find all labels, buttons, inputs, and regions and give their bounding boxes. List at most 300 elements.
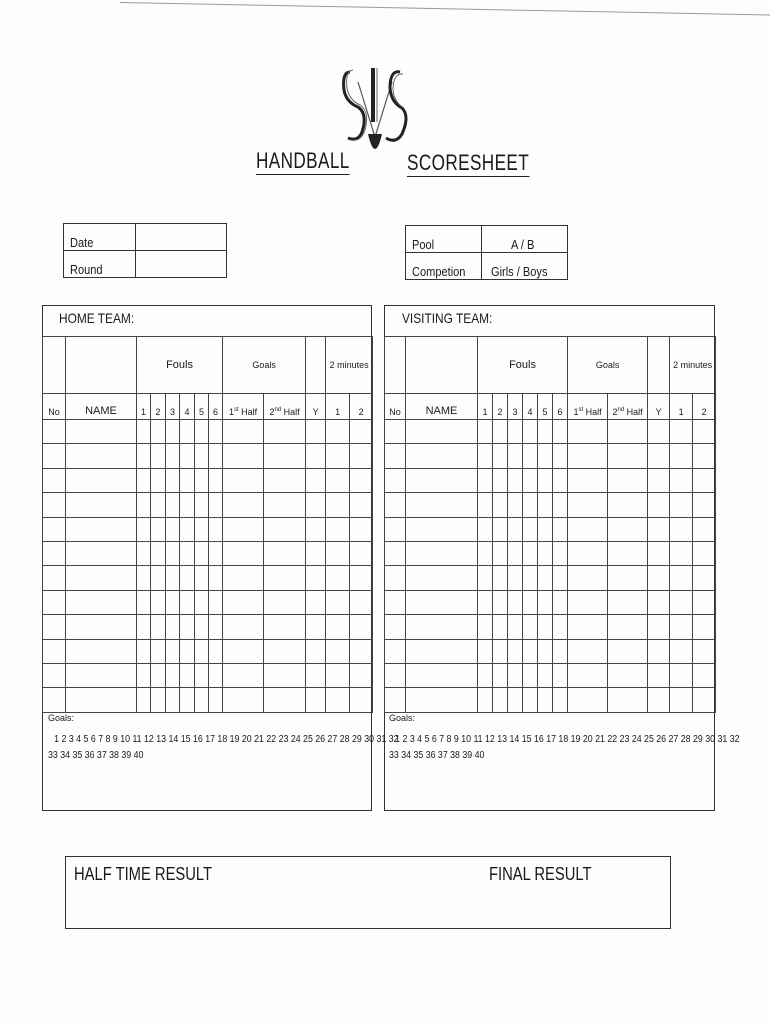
entry-cell[interactable] bbox=[180, 420, 195, 444]
entry-cell[interactable] bbox=[195, 444, 209, 468]
visiting-goal-numbers-line1[interactable]: 1 2 3 4 5 6 7 8 9 10 11 12 13 14 15 16 17 18 19 20 21 22 23 24 25 26 27 28 29 30 31 32 bbox=[395, 734, 740, 745]
entry-cell[interactable] bbox=[195, 615, 209, 639]
entry-cell[interactable] bbox=[306, 517, 326, 541]
entry-cell[interactable] bbox=[195, 663, 209, 687]
entry-cell[interactable] bbox=[385, 493, 406, 517]
entry-cell[interactable] bbox=[385, 517, 406, 541]
entry-cell[interactable] bbox=[538, 590, 553, 614]
entry-cell[interactable] bbox=[553, 663, 568, 687]
entry-cell[interactable] bbox=[493, 688, 508, 712]
entry-cell[interactable] bbox=[670, 493, 693, 517]
entry-cell[interactable] bbox=[670, 590, 693, 614]
entry-cell[interactable] bbox=[66, 688, 137, 712]
entry-cell[interactable] bbox=[568, 639, 608, 663]
entry-cell[interactable] bbox=[385, 688, 406, 712]
entry-cell[interactable] bbox=[553, 590, 568, 614]
entry-cell[interactable] bbox=[568, 468, 608, 492]
entry-cell[interactable] bbox=[670, 468, 693, 492]
entry-cell[interactable] bbox=[693, 493, 716, 517]
entry-cell[interactable] bbox=[223, 420, 264, 444]
entry-cell[interactable] bbox=[568, 517, 608, 541]
entry-cell[interactable] bbox=[209, 688, 223, 712]
entry-cell[interactable] bbox=[508, 688, 523, 712]
entry-cell[interactable] bbox=[508, 493, 523, 517]
entry-cell[interactable] bbox=[195, 517, 209, 541]
entry-cell[interactable] bbox=[209, 468, 223, 492]
entry-cell[interactable] bbox=[608, 590, 648, 614]
entry-cell[interactable] bbox=[670, 517, 693, 541]
date-value-field[interactable] bbox=[136, 224, 227, 251]
entry-cell[interactable] bbox=[406, 663, 478, 687]
entry-cell[interactable] bbox=[66, 420, 137, 444]
entry-cell[interactable] bbox=[670, 639, 693, 663]
entry-cell[interactable] bbox=[648, 615, 670, 639]
entry-cell[interactable] bbox=[66, 493, 137, 517]
entry-cell[interactable] bbox=[223, 566, 264, 590]
entry-cell[interactable] bbox=[508, 468, 523, 492]
entry-cell[interactable] bbox=[180, 444, 195, 468]
entry-cell[interactable] bbox=[493, 566, 508, 590]
entry-cell[interactable] bbox=[648, 663, 670, 687]
entry-cell[interactable] bbox=[493, 615, 508, 639]
entry-cell[interactable] bbox=[478, 541, 493, 565]
entry-cell[interactable] bbox=[385, 420, 406, 444]
entry-cell[interactable] bbox=[538, 493, 553, 517]
entry-cell[interactable] bbox=[166, 615, 180, 639]
entry-cell[interactable] bbox=[326, 663, 350, 687]
entry-cell[interactable] bbox=[553, 420, 568, 444]
entry-cell[interactable] bbox=[180, 493, 195, 517]
entry-cell[interactable] bbox=[350, 444, 373, 468]
entry-cell[interactable] bbox=[306, 541, 326, 565]
entry-cell[interactable] bbox=[326, 468, 350, 492]
entry-cell[interactable] bbox=[693, 566, 716, 590]
entry-cell[interactable] bbox=[43, 468, 66, 492]
entry-cell[interactable] bbox=[195, 590, 209, 614]
entry-cell[interactable] bbox=[264, 444, 306, 468]
entry-cell[interactable] bbox=[264, 566, 306, 590]
entry-cell[interactable] bbox=[326, 688, 350, 712]
entry-cell[interactable] bbox=[693, 517, 716, 541]
entry-cell[interactable] bbox=[693, 420, 716, 444]
entry-cell[interactable] bbox=[166, 444, 180, 468]
entry-cell[interactable] bbox=[151, 566, 166, 590]
entry-cell[interactable] bbox=[493, 517, 508, 541]
entry-cell[interactable] bbox=[508, 541, 523, 565]
entry-cell[interactable] bbox=[180, 590, 195, 614]
entry-cell[interactable] bbox=[137, 566, 151, 590]
entry-cell[interactable] bbox=[608, 468, 648, 492]
entry-cell[interactable] bbox=[180, 688, 195, 712]
entry-cell[interactable] bbox=[66, 590, 137, 614]
entry-cell[interactable] bbox=[648, 444, 670, 468]
entry-cell[interactable] bbox=[385, 615, 406, 639]
entry-cell[interactable] bbox=[151, 420, 166, 444]
entry-cell[interactable] bbox=[538, 541, 553, 565]
entry-cell[interactable] bbox=[693, 663, 716, 687]
entry-cell[interactable] bbox=[670, 663, 693, 687]
entry-cell[interactable] bbox=[264, 541, 306, 565]
entry-cell[interactable] bbox=[568, 663, 608, 687]
entry-cell[interactable] bbox=[180, 663, 195, 687]
entry-cell[interactable] bbox=[151, 663, 166, 687]
entry-cell[interactable] bbox=[66, 541, 137, 565]
entry-cell[interactable] bbox=[670, 566, 693, 590]
entry-cell[interactable] bbox=[493, 493, 508, 517]
entry-cell[interactable] bbox=[478, 420, 493, 444]
entry-cell[interactable] bbox=[478, 615, 493, 639]
entry-cell[interactable] bbox=[326, 493, 350, 517]
entry-cell[interactable] bbox=[406, 566, 478, 590]
entry-cell[interactable] bbox=[66, 663, 137, 687]
entry-cell[interactable] bbox=[151, 493, 166, 517]
entry-cell[interactable] bbox=[350, 688, 373, 712]
entry-cell[interactable] bbox=[350, 493, 373, 517]
entry-cell[interactable] bbox=[264, 663, 306, 687]
entry-cell[interactable] bbox=[553, 444, 568, 468]
entry-cell[interactable] bbox=[209, 566, 223, 590]
entry-cell[interactable] bbox=[508, 639, 523, 663]
entry-cell[interactable] bbox=[264, 639, 306, 663]
entry-cell[interactable] bbox=[306, 590, 326, 614]
entry-cell[interactable] bbox=[43, 663, 66, 687]
entry-cell[interactable] bbox=[180, 541, 195, 565]
entry-cell[interactable] bbox=[385, 663, 406, 687]
entry-cell[interactable] bbox=[306, 444, 326, 468]
entry-cell[interactable] bbox=[406, 420, 478, 444]
entry-cell[interactable] bbox=[180, 517, 195, 541]
entry-cell[interactable] bbox=[508, 663, 523, 687]
entry-cell[interactable] bbox=[209, 444, 223, 468]
home-goal-numbers-line2[interactable]: 33 34 35 36 37 38 39 40 bbox=[48, 750, 144, 761]
entry-cell[interactable] bbox=[608, 566, 648, 590]
entry-cell[interactable] bbox=[350, 468, 373, 492]
entry-cell[interactable] bbox=[553, 493, 568, 517]
entry-cell[interactable] bbox=[670, 615, 693, 639]
entry-cell[interactable] bbox=[151, 615, 166, 639]
entry-cell[interactable] bbox=[43, 420, 66, 444]
entry-cell[interactable] bbox=[350, 541, 373, 565]
entry-cell[interactable] bbox=[553, 566, 568, 590]
entry-cell[interactable] bbox=[66, 566, 137, 590]
entry-cell[interactable] bbox=[137, 444, 151, 468]
entry-cell[interactable] bbox=[137, 663, 151, 687]
entry-cell[interactable] bbox=[523, 468, 538, 492]
entry-cell[interactable] bbox=[478, 639, 493, 663]
entry-cell[interactable] bbox=[648, 566, 670, 590]
entry-cell[interactable] bbox=[508, 590, 523, 614]
entry-cell[interactable] bbox=[151, 444, 166, 468]
entry-cell[interactable] bbox=[66, 615, 137, 639]
entry-cell[interactable] bbox=[406, 615, 478, 639]
entry-cell[interactable] bbox=[166, 688, 180, 712]
entry-cell[interactable] bbox=[523, 517, 538, 541]
entry-cell[interactable] bbox=[478, 493, 493, 517]
entry-cell[interactable] bbox=[538, 615, 553, 639]
entry-cell[interactable] bbox=[508, 517, 523, 541]
entry-cell[interactable] bbox=[151, 639, 166, 663]
entry-cell[interactable] bbox=[508, 444, 523, 468]
entry-cell[interactable] bbox=[648, 639, 670, 663]
entry-cell[interactable] bbox=[264, 615, 306, 639]
entry-cell[interactable] bbox=[223, 615, 264, 639]
entry-cell[interactable] bbox=[43, 541, 66, 565]
entry-cell[interactable] bbox=[166, 566, 180, 590]
entry-cell[interactable] bbox=[350, 590, 373, 614]
entry-cell[interactable] bbox=[523, 541, 538, 565]
entry-cell[interactable] bbox=[166, 663, 180, 687]
entry-cell[interactable] bbox=[385, 566, 406, 590]
entry-cell[interactable] bbox=[195, 639, 209, 663]
entry-cell[interactable] bbox=[326, 639, 350, 663]
entry-cell[interactable] bbox=[478, 517, 493, 541]
entry-cell[interactable] bbox=[406, 639, 478, 663]
entry-cell[interactable] bbox=[478, 444, 493, 468]
entry-cell[interactable] bbox=[223, 444, 264, 468]
entry-cell[interactable] bbox=[385, 590, 406, 614]
entry-cell[interactable] bbox=[406, 468, 478, 492]
entry-cell[interactable] bbox=[523, 566, 538, 590]
entry-cell[interactable] bbox=[538, 420, 553, 444]
entry-cell[interactable] bbox=[478, 663, 493, 687]
entry-cell[interactable] bbox=[223, 688, 264, 712]
entry-cell[interactable] bbox=[568, 688, 608, 712]
entry-cell[interactable] bbox=[478, 590, 493, 614]
entry-cell[interactable] bbox=[137, 590, 151, 614]
entry-cell[interactable] bbox=[43, 639, 66, 663]
entry-cell[interactable] bbox=[180, 468, 195, 492]
entry-cell[interactable] bbox=[195, 468, 209, 492]
entry-cell[interactable] bbox=[670, 444, 693, 468]
entry-cell[interactable] bbox=[693, 639, 716, 663]
entry-cell[interactable] bbox=[43, 444, 66, 468]
entry-cell[interactable] bbox=[66, 444, 137, 468]
entry-cell[interactable] bbox=[137, 493, 151, 517]
entry-cell[interactable] bbox=[670, 420, 693, 444]
entry-cell[interactable] bbox=[43, 566, 66, 590]
entry-cell[interactable] bbox=[151, 590, 166, 614]
entry-cell[interactable] bbox=[326, 615, 350, 639]
entry-cell[interactable] bbox=[693, 615, 716, 639]
pool-value-field[interactable]: A / B bbox=[481, 226, 567, 253]
entry-cell[interactable] bbox=[568, 541, 608, 565]
entry-cell[interactable] bbox=[306, 493, 326, 517]
entry-cell[interactable] bbox=[223, 590, 264, 614]
entry-cell[interactable] bbox=[608, 615, 648, 639]
entry-cell[interactable] bbox=[209, 493, 223, 517]
entry-cell[interactable] bbox=[608, 444, 648, 468]
entry-cell[interactable] bbox=[43, 688, 66, 712]
entry-cell[interactable] bbox=[693, 541, 716, 565]
entry-cell[interactable] bbox=[195, 688, 209, 712]
entry-cell[interactable] bbox=[151, 468, 166, 492]
entry-cell[interactable] bbox=[608, 663, 648, 687]
entry-cell[interactable] bbox=[523, 590, 538, 614]
entry-cell[interactable] bbox=[693, 444, 716, 468]
entry-cell[interactable] bbox=[493, 420, 508, 444]
entry-cell[interactable] bbox=[648, 468, 670, 492]
entry-cell[interactable] bbox=[209, 639, 223, 663]
entry-cell[interactable] bbox=[493, 541, 508, 565]
entry-cell[interactable] bbox=[670, 541, 693, 565]
entry-cell[interactable] bbox=[209, 590, 223, 614]
entry-cell[interactable] bbox=[223, 468, 264, 492]
entry-cell[interactable] bbox=[306, 639, 326, 663]
entry-cell[interactable] bbox=[406, 444, 478, 468]
entry-cell[interactable] bbox=[406, 688, 478, 712]
entry-cell[interactable] bbox=[209, 517, 223, 541]
entry-cell[interactable] bbox=[648, 688, 670, 712]
entry-cell[interactable] bbox=[508, 615, 523, 639]
entry-cell[interactable] bbox=[538, 663, 553, 687]
entry-cell[interactable] bbox=[478, 688, 493, 712]
entry-cell[interactable] bbox=[385, 444, 406, 468]
entry-cell[interactable] bbox=[538, 517, 553, 541]
entry-cell[interactable] bbox=[553, 639, 568, 663]
entry-cell[interactable] bbox=[523, 493, 538, 517]
entry-cell[interactable] bbox=[166, 517, 180, 541]
entry-cell[interactable] bbox=[478, 566, 493, 590]
entry-cell[interactable] bbox=[406, 517, 478, 541]
entry-cell[interactable] bbox=[608, 688, 648, 712]
entry-cell[interactable] bbox=[568, 444, 608, 468]
entry-cell[interactable] bbox=[223, 541, 264, 565]
entry-cell[interactable] bbox=[209, 663, 223, 687]
home-goal-numbers-line1[interactable]: 1 2 3 4 5 6 7 8 9 10 11 12 13 14 15 16 17 18 19 20 21 22 23 24 25 26 27 28 29 30 31 32 bbox=[54, 734, 399, 745]
entry-cell[interactable] bbox=[385, 468, 406, 492]
entry-cell[interactable] bbox=[137, 468, 151, 492]
entry-cell[interactable] bbox=[553, 468, 568, 492]
entry-cell[interactable] bbox=[553, 541, 568, 565]
entry-cell[interactable] bbox=[350, 566, 373, 590]
entry-cell[interactable] bbox=[350, 639, 373, 663]
entry-cell[interactable] bbox=[195, 541, 209, 565]
entry-cell[interactable] bbox=[553, 615, 568, 639]
entry-cell[interactable] bbox=[538, 688, 553, 712]
entry-cell[interactable] bbox=[478, 468, 493, 492]
entry-cell[interactable] bbox=[137, 541, 151, 565]
entry-cell[interactable] bbox=[166, 468, 180, 492]
entry-cell[interactable] bbox=[151, 517, 166, 541]
entry-cell[interactable] bbox=[137, 420, 151, 444]
entry-cell[interactable] bbox=[350, 517, 373, 541]
entry-cell[interactable] bbox=[385, 541, 406, 565]
entry-cell[interactable] bbox=[608, 493, 648, 517]
entry-cell[interactable] bbox=[264, 493, 306, 517]
entry-cell[interactable] bbox=[350, 663, 373, 687]
entry-cell[interactable] bbox=[326, 590, 350, 614]
entry-cell[interactable] bbox=[350, 615, 373, 639]
entry-cell[interactable] bbox=[523, 420, 538, 444]
entry-cell[interactable] bbox=[223, 517, 264, 541]
entry-cell[interactable] bbox=[326, 420, 350, 444]
entry-cell[interactable] bbox=[568, 615, 608, 639]
entry-cell[interactable] bbox=[493, 639, 508, 663]
entry-cell[interactable] bbox=[195, 493, 209, 517]
entry-cell[interactable] bbox=[523, 663, 538, 687]
entry-cell[interactable] bbox=[493, 590, 508, 614]
entry-cell[interactable] bbox=[608, 420, 648, 444]
entry-cell[interactable] bbox=[223, 493, 264, 517]
entry-cell[interactable] bbox=[326, 517, 350, 541]
entry-cell[interactable] bbox=[66, 517, 137, 541]
entry-cell[interactable] bbox=[326, 566, 350, 590]
entry-cell[interactable] bbox=[670, 688, 693, 712]
entry-cell[interactable] bbox=[538, 639, 553, 663]
entry-cell[interactable] bbox=[264, 468, 306, 492]
entry-cell[interactable] bbox=[209, 615, 223, 639]
entry-cell[interactable] bbox=[43, 590, 66, 614]
entry-cell[interactable] bbox=[264, 517, 306, 541]
entry-cell[interactable] bbox=[223, 663, 264, 687]
entry-cell[interactable] bbox=[608, 541, 648, 565]
entry-cell[interactable] bbox=[553, 517, 568, 541]
entry-cell[interactable] bbox=[180, 566, 195, 590]
entry-cell[interactable] bbox=[693, 590, 716, 614]
entry-cell[interactable] bbox=[523, 444, 538, 468]
visiting-goal-numbers-line2[interactable]: 33 34 35 36 37 38 39 40 bbox=[389, 750, 485, 761]
entry-cell[interactable] bbox=[648, 420, 670, 444]
round-value-field[interactable] bbox=[136, 251, 227, 278]
entry-cell[interactable] bbox=[553, 688, 568, 712]
entry-cell[interactable] bbox=[568, 590, 608, 614]
entry-cell[interactable] bbox=[385, 639, 406, 663]
entry-cell[interactable] bbox=[166, 420, 180, 444]
entry-cell[interactable] bbox=[538, 566, 553, 590]
entry-cell[interactable] bbox=[264, 420, 306, 444]
entry-cell[interactable] bbox=[166, 590, 180, 614]
entry-cell[interactable] bbox=[493, 663, 508, 687]
entry-cell[interactable] bbox=[508, 420, 523, 444]
entry-cell[interactable] bbox=[306, 420, 326, 444]
entry-cell[interactable] bbox=[568, 420, 608, 444]
entry-cell[interactable] bbox=[608, 517, 648, 541]
entry-cell[interactable] bbox=[538, 444, 553, 468]
entry-cell[interactable] bbox=[43, 493, 66, 517]
entry-cell[interactable] bbox=[166, 493, 180, 517]
entry-cell[interactable] bbox=[66, 468, 137, 492]
entry-cell[interactable] bbox=[66, 639, 137, 663]
entry-cell[interactable] bbox=[523, 639, 538, 663]
competition-value-field[interactable]: Girls / Boys bbox=[481, 253, 567, 280]
entry-cell[interactable] bbox=[223, 639, 264, 663]
entry-cell[interactable] bbox=[538, 468, 553, 492]
entry-cell[interactable] bbox=[306, 688, 326, 712]
entry-cell[interactable] bbox=[406, 590, 478, 614]
entry-cell[interactable] bbox=[151, 541, 166, 565]
entry-cell[interactable] bbox=[43, 517, 66, 541]
entry-cell[interactable] bbox=[693, 468, 716, 492]
entry-cell[interactable] bbox=[137, 615, 151, 639]
entry-cell[interactable] bbox=[306, 663, 326, 687]
entry-cell[interactable] bbox=[166, 639, 180, 663]
entry-cell[interactable] bbox=[306, 566, 326, 590]
entry-cell[interactable] bbox=[180, 639, 195, 663]
entry-cell[interactable] bbox=[326, 541, 350, 565]
entry-cell[interactable] bbox=[195, 420, 209, 444]
entry-cell[interactable] bbox=[648, 541, 670, 565]
entry-cell[interactable] bbox=[209, 420, 223, 444]
entry-cell[interactable] bbox=[523, 688, 538, 712]
entry-cell[interactable] bbox=[137, 639, 151, 663]
entry-cell[interactable] bbox=[306, 468, 326, 492]
entry-cell[interactable] bbox=[326, 444, 350, 468]
entry-cell[interactable] bbox=[209, 541, 223, 565]
entry-cell[interactable] bbox=[693, 688, 716, 712]
entry-cell[interactable] bbox=[648, 517, 670, 541]
entry-cell[interactable] bbox=[493, 444, 508, 468]
entry-cell[interactable] bbox=[493, 468, 508, 492]
